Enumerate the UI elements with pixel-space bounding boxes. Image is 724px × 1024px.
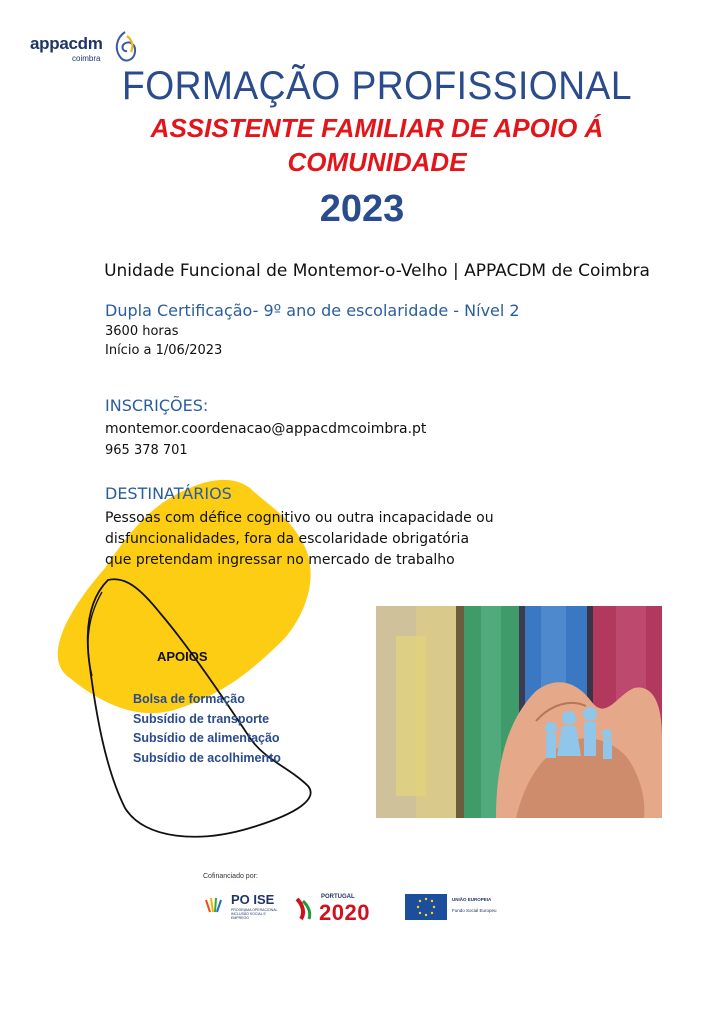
page-title: FORMAÇÃO PROFISSIONAL <box>122 64 632 108</box>
year-heading: 2023 <box>319 188 405 230</box>
destinatarios-line: que pretendam ingressar no mercado de trabalho <box>105 552 455 568</box>
unit-line: Unidade Funcional de Montemor-o-Velho | APPACDM de Coimbra <box>104 261 650 281</box>
hands-family-photo <box>376 606 662 818</box>
inscricoes-heading: INSCRIÇÕES: <box>105 396 209 415</box>
destinatarios-line: Pessoas com défice cognitivo ou outra incapacidade ou <box>105 510 494 526</box>
logo-wordmark: appacdm <box>30 34 103 53</box>
cofinanced-label: Cofinanciado por: <box>203 873 258 880</box>
portugal-2020-logo <box>295 890 390 926</box>
destinatarios-text <box>105 508 545 571</box>
apoio-item: Bolsa de formação <box>133 692 245 706</box>
poise-mark-icon <box>203 894 227 918</box>
eu-fund-label: Fundo Social Europeu <box>452 908 497 913</box>
poise-subtitle: PROGRAMA OPERACIONAL INCLUSÃO SOCIAL E EMPREGO <box>231 908 278 920</box>
course-title-line-1: ASSISTENTE FAMILIAR DE APOIO Á <box>150 113 604 143</box>
destinatarios-line: disfuncionalidades, fora da escolaridade obrigatória <box>105 531 470 547</box>
contact-phone[interactable]: 965 378 701 <box>105 443 188 458</box>
portugal-year: 2020 <box>319 900 370 925</box>
logo-swirl-icon <box>112 30 138 64</box>
apoio-item: Subsídio de acolhimento <box>133 750 281 765</box>
eu-label: UNIÃO EUROPEIA <box>452 897 492 902</box>
poise-name: PO ISE <box>231 892 275 907</box>
poise-logo <box>203 890 283 926</box>
apoio-item: Subsídio de alimentação <box>133 731 280 745</box>
certification-start: Início a 1/06/2023 <box>105 343 223 358</box>
eu-logo <box>405 892 505 926</box>
course-title-line-2: COMUNIDADE <box>287 147 467 177</box>
logo-subtitle: coimbra <box>72 54 101 63</box>
certification-title: Dupla Certificação- 9º ano de escolaridade - Nível 2 <box>105 301 520 320</box>
contact-email[interactable]: montemor.coordenacao@appacdmcoimbra.pt <box>105 421 427 437</box>
apoios-heading: APOIOS <box>157 649 208 664</box>
apoio-item: Subsídio de transporte <box>133 711 270 726</box>
portugal-flag-icon <box>295 895 319 921</box>
certification-hours: 3600 horas <box>105 324 179 339</box>
eu-flag-icon <box>405 894 447 920</box>
destinatarios-heading: DESTINATÁRIOS <box>105 484 232 503</box>
apoios-list <box>133 690 281 768</box>
portugal-label: PORTUGAL <box>321 894 355 900</box>
